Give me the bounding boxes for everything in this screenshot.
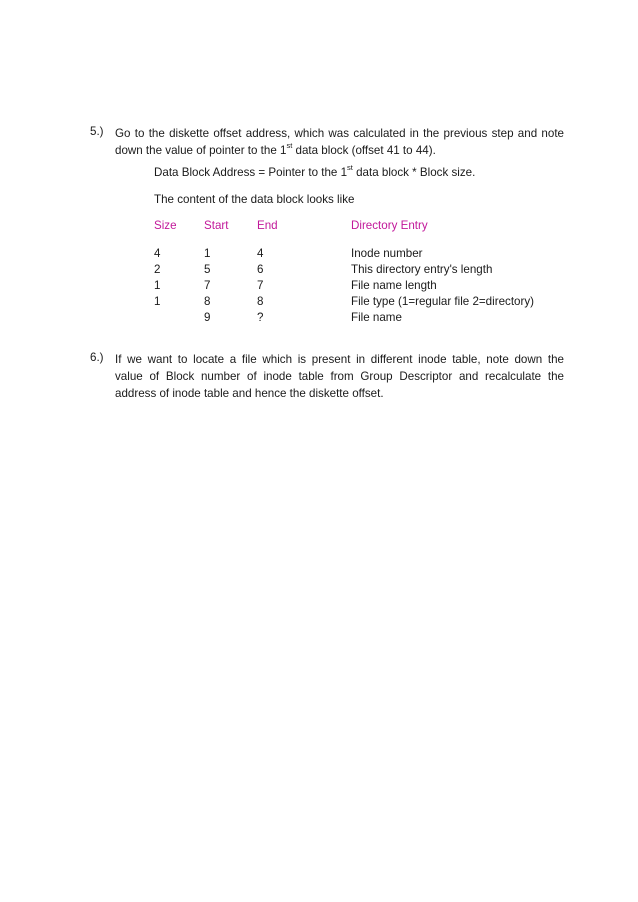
- cell-entry: Inode number: [351, 247, 423, 260]
- cell-size: 1: [154, 295, 161, 308]
- cell-entry: This directory entry's length: [351, 263, 493, 276]
- cell-entry: File type (1=regular file 2=directory): [351, 295, 535, 308]
- header-directory-entry: Directory Entry: [351, 219, 428, 232]
- step-6-number: 6.): [90, 351, 104, 364]
- formula-post: data block * Block size.: [352, 166, 476, 179]
- step-6-text: [115, 351, 564, 402]
- step-6-line-3: address of inode table and hence the diskette offset.: [115, 387, 384, 400]
- step-5: [90, 125, 564, 159]
- cell-end: 6: [257, 263, 264, 276]
- step-5-line-2: [115, 142, 564, 159]
- cell-start: 1: [204, 247, 211, 260]
- data-block-address-formula: [154, 163, 476, 179]
- step-6-line-1: If we want to locate a file which is present in different inode table, note down the: [115, 353, 564, 366]
- header-end: End: [257, 219, 278, 232]
- content-intro: The content of the data block looks like: [154, 193, 355, 206]
- step-5-text: [115, 125, 564, 159]
- cell-entry: File name: [351, 311, 402, 324]
- step-5-line-2-sup: st: [286, 141, 293, 151]
- cell-start: 5: [204, 263, 211, 276]
- cell-size: 1: [154, 279, 161, 292]
- cell-end: 8: [257, 295, 264, 308]
- cell-size: 4: [154, 247, 161, 260]
- cell-entry: File name length: [351, 279, 437, 292]
- header-size: Size: [154, 219, 177, 232]
- header-start: Start: [204, 219, 229, 232]
- step-6-line-2: value of Block number of inode table from Group Descriptor and recalculate the: [115, 370, 564, 383]
- cell-size: 2: [154, 263, 161, 276]
- cell-start: 9: [204, 311, 211, 324]
- cell-start: 7: [204, 279, 211, 292]
- step-5-line-2-pre: down the value of pointer to the 1: [115, 144, 287, 157]
- formula-sup: st: [347, 163, 353, 173]
- cell-start: 8: [204, 295, 211, 308]
- cell-end: 4: [257, 247, 264, 260]
- cell-end: 7: [257, 279, 264, 292]
- cell-end: ?: [257, 311, 264, 324]
- step-5-number: 5.): [90, 125, 104, 138]
- step-5-line-2-post: data block (offset 41 to 44).: [292, 144, 436, 157]
- formula-pre: Data Block Address = Pointer to the 1: [154, 166, 348, 179]
- step-5-line-1: Go to the diskette offset address, which was calculated in the previous step and note: [115, 127, 564, 140]
- step-6: [90, 351, 564, 402]
